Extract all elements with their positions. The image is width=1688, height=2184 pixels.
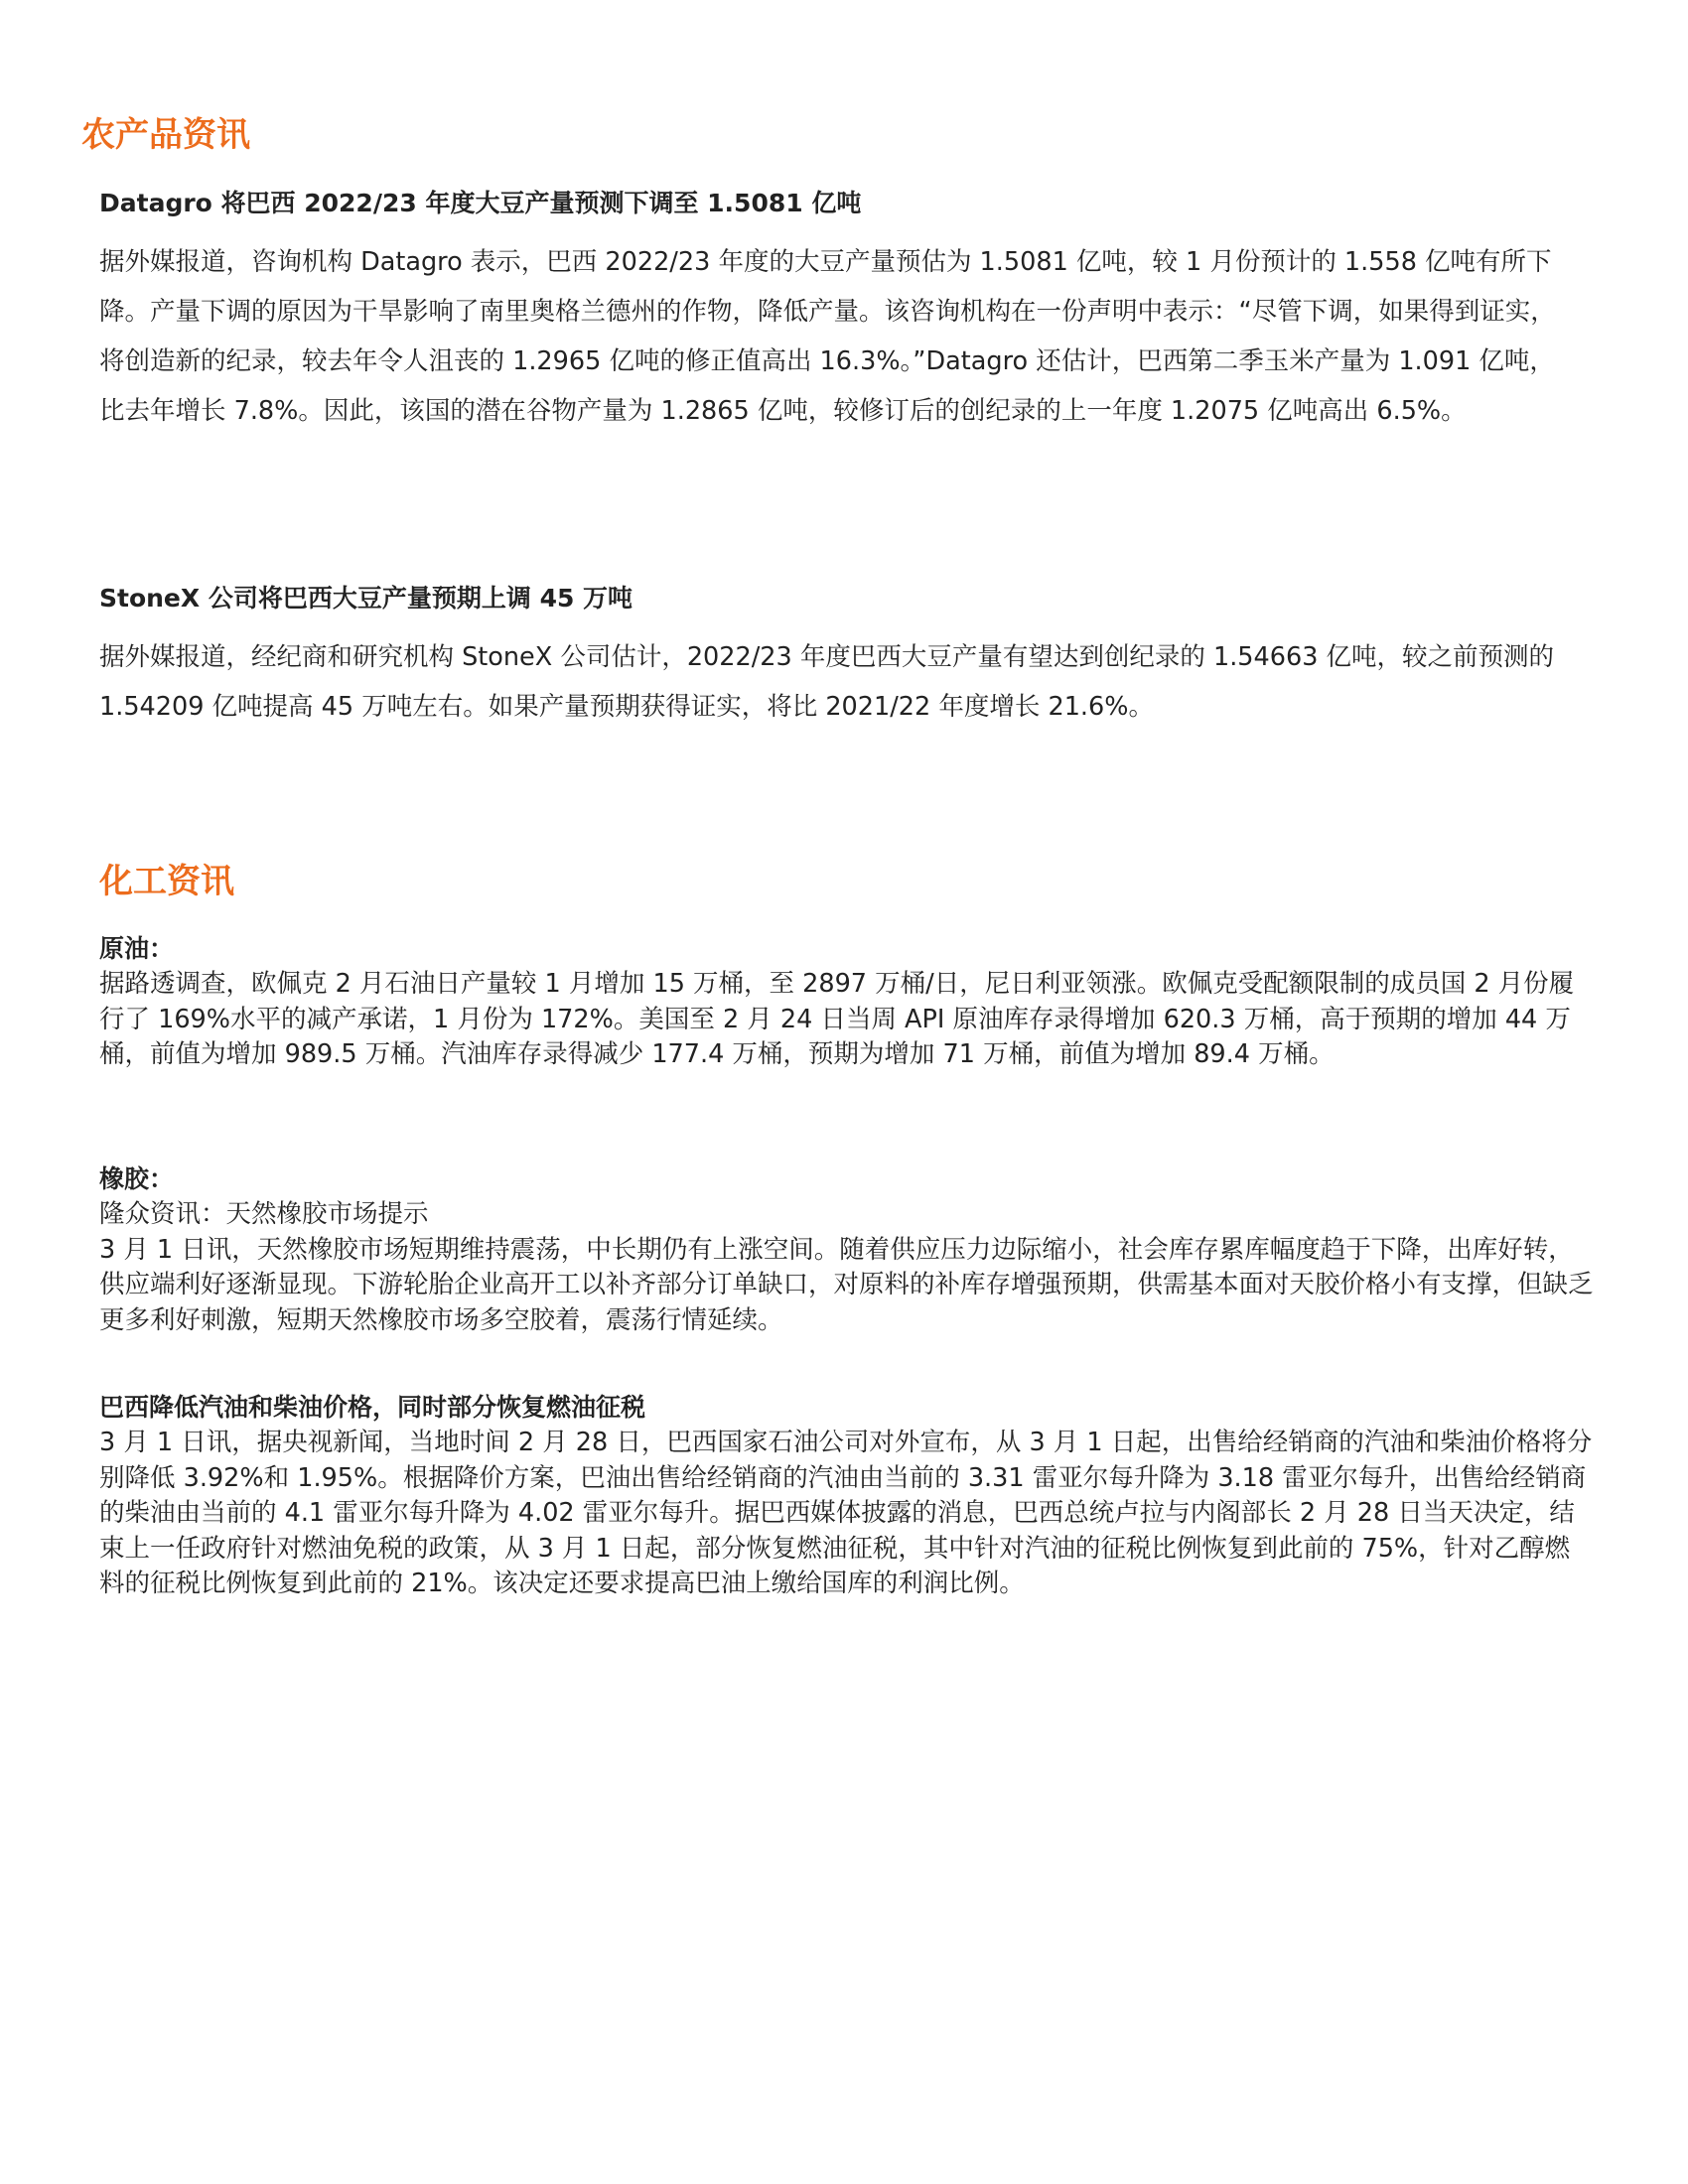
crude-oil-body: 据路透调查，欧佩克 2 月石油日产量较 1 月增加 15 万桶，至 2897 万桶/日，尼日利亚领涨。欧佩克受配额限制的成员国 2 月份履行了 169%水平的减产承诺，1 月份为 172%。美国至 2 月 24 日当周 API 原油库存录得增加 620.3 万桶，高于预期的增加 44 万桶，前值为增加 989.5 万桶。汽油库存录得减少 177.4 万桶，预期为增加 71 万桶，前值为增加 89.4 万桶。 [99,969,1575,1069]
agriculture-heading: 农产品资讯 [81,115,250,155]
article-stonex [99,581,1569,732]
rubber-source: 隆众资讯：天然橡胶市场提示 [99,1199,429,1229]
brazil-fuel-section [99,1390,1594,1602]
brazil-fuel-title: 巴西降低汽油和柴油价格，同时部分恢复燃油征税 [99,1393,646,1422]
rubber-body: 3 月 1 日讯，天然橡胶市场短期维持震荡，中长期仍有上涨空间。随着供应压力边际缩小，社会库存累库幅度趋于下降，出库好转，供应端利好逐渐显现。下游轮胎企业高开工以补齐部分订单缺口，对原料的补库存增强预期，供需基本面对天胶价格小有支撑，但缺乏更多利好刺激，短期天然橡胶市场多空胶着，震荡行情延续。 [99,1234,1594,1335]
article-datagro [99,186,1569,436]
rubber-section [99,1161,1594,1338]
brazil-fuel-body: 3 月 1 日讯，据央视新闻，当地时间 2 月 28 日，巴西国家石油公司对外宣布，从 3 月 1 日起，出售给经销商的汽油和柴油价格将分别降低 3.92%和 1.95%。根据降价方案，巴油出售给经销商的汽油由当前的 3.31 雷亚尔每升降为 3.18 雷亚尔每升，出售给经销商的柴油由当前的 4.1 雷亚尔每升降为 4.02 雷亚尔每升。据巴西媒体披露的消息，巴西总统卢拉与内阁部长 2 月 28 日当天决定，结束上一任政府针对燃油免税的政策，从 3 月 1 日起，部分恢复燃油征税，其中针对汽油的征税比例恢复到此前的 75%，针对乙醇燃料的征税比例恢复到此前的 21%。该决定还要求提高巴油上缴给国库的利润比例。 [99,1428,1593,1598]
rubber-label: 橡胶： [99,1164,175,1193]
crude-oil-label: 原油： [99,934,175,963]
article-title: StoneX 公司将巴西大豆产量预期上调 45 万吨 [99,584,633,613]
crude-oil-section [99,931,1594,1073]
chemicals-heading: 化工资讯 [99,862,234,901]
article-body: 据外媒报道，经纪商和研究机构 StoneX 公司估计，2022/23 年度巴西大豆产量有望达到创纪录的 1.54663 亿吨，较之前预测的 1.54209 亿吨提高 45 万吨左右。如果产量预期获得证实，将比 2021/22 年度增长 21.6%。 [99,642,1555,722]
article-body: 据外媒报道，咨询机构 Datagro 表示，巴西 2022/23 年度的大豆产量预估为 1.5081 亿吨，较 1 月份预计的 1.558 亿吨有所下降。产量下调的原因为干旱影响了南里奥格兰德州的作物，降低产量。该咨询机构在一份声明中表示：“尽管下调，如果得到证实，将创造新的纪录，较去年令人沮丧的 1.2965 亿吨的修正值高出 16.3%。”Datagro 还估计，巴西第二季玉米产量为 1.091 亿吨，比去年增长 7.8%。因此，该国的潜在谷物产量为 1.2865 亿吨，较修订后的创纪录的上一年度 1.2075 亿吨高出 6.5%。 [99,247,1556,426]
article-title: Datagro 将巴西 2022/23 年度大豆产量预测下调至 1.5081 亿吨 [99,189,862,217]
